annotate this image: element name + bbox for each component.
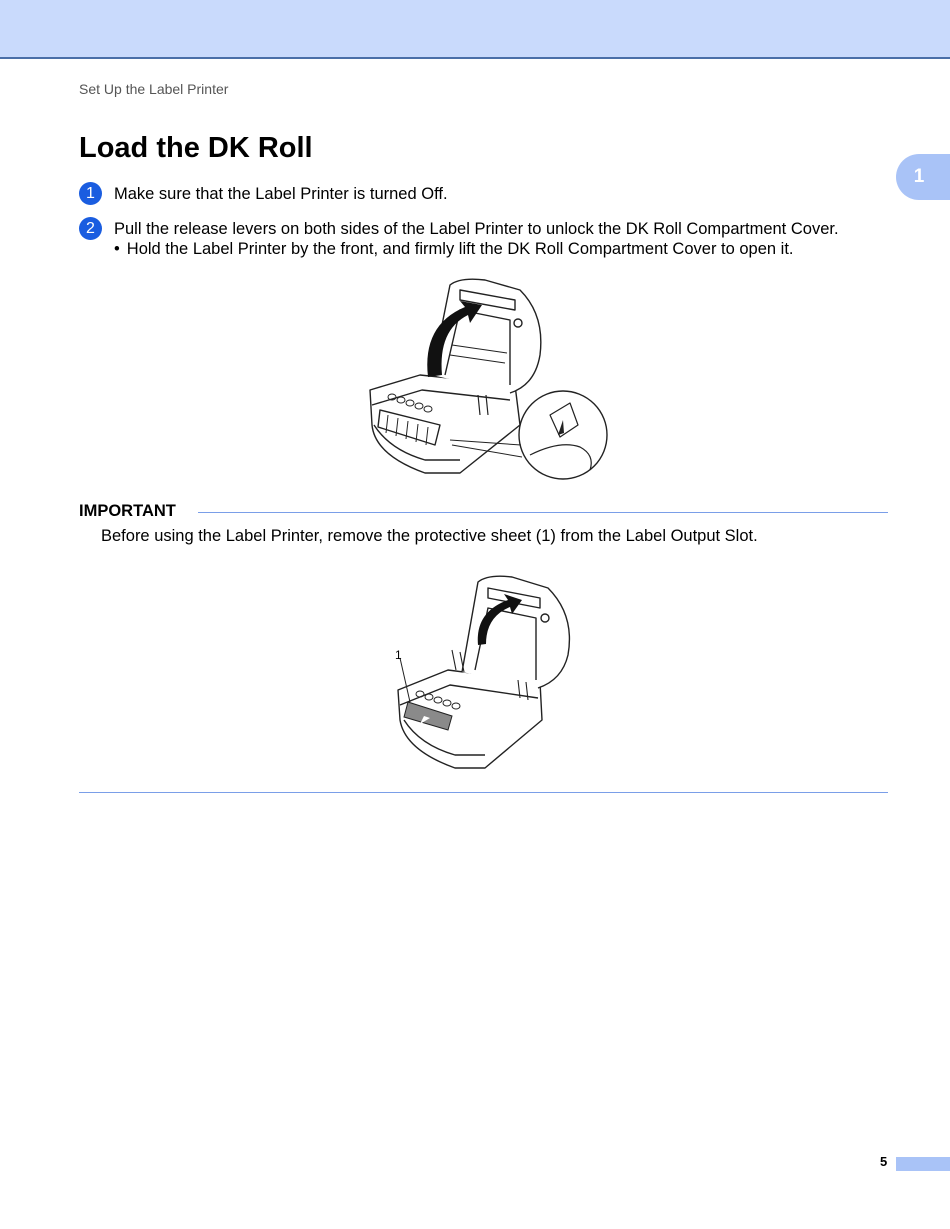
- page-number-bar: [896, 1157, 950, 1171]
- callout-number: 1: [395, 648, 402, 662]
- important-rule-bottom: [79, 792, 888, 793]
- breadcrumb: Set Up the Label Printer: [79, 81, 229, 97]
- printer-protective-sheet-illustration: [390, 570, 580, 775]
- chapter-tab-label: 1: [913, 166, 925, 187]
- bullet-text: Hold the Label Printer by the front, and firmly lift the DK Roll Compartment Cover to open it.: [126, 240, 794, 258]
- page-number: 5: [880, 1154, 888, 1169]
- important-text: Before using the Label Printer, remove the protective sheet (1) from the Label Output Slot.: [101, 527, 758, 545]
- step-number-badge: 1: [79, 182, 102, 205]
- step-2-bullet: [114, 240, 794, 259]
- chapter-tab[interactable]: [896, 154, 950, 200]
- step-text: Pull the release levers on both sides of the Label Printer to unlock the DK Roll Compartment Cover.: [114, 220, 839, 238]
- step-number-badge: 2: [79, 217, 102, 240]
- printer-open-cover-illustration: [360, 275, 615, 485]
- header-band: [0, 0, 950, 59]
- important-rule-top: [198, 512, 888, 513]
- step-text: Make sure that the Label Printer is turned Off.: [114, 185, 448, 203]
- important-heading: IMPORTANT: [79, 502, 176, 520]
- bullet-icon: •: [114, 240, 120, 258]
- page-title: Load the DK Roll: [79, 132, 313, 164]
